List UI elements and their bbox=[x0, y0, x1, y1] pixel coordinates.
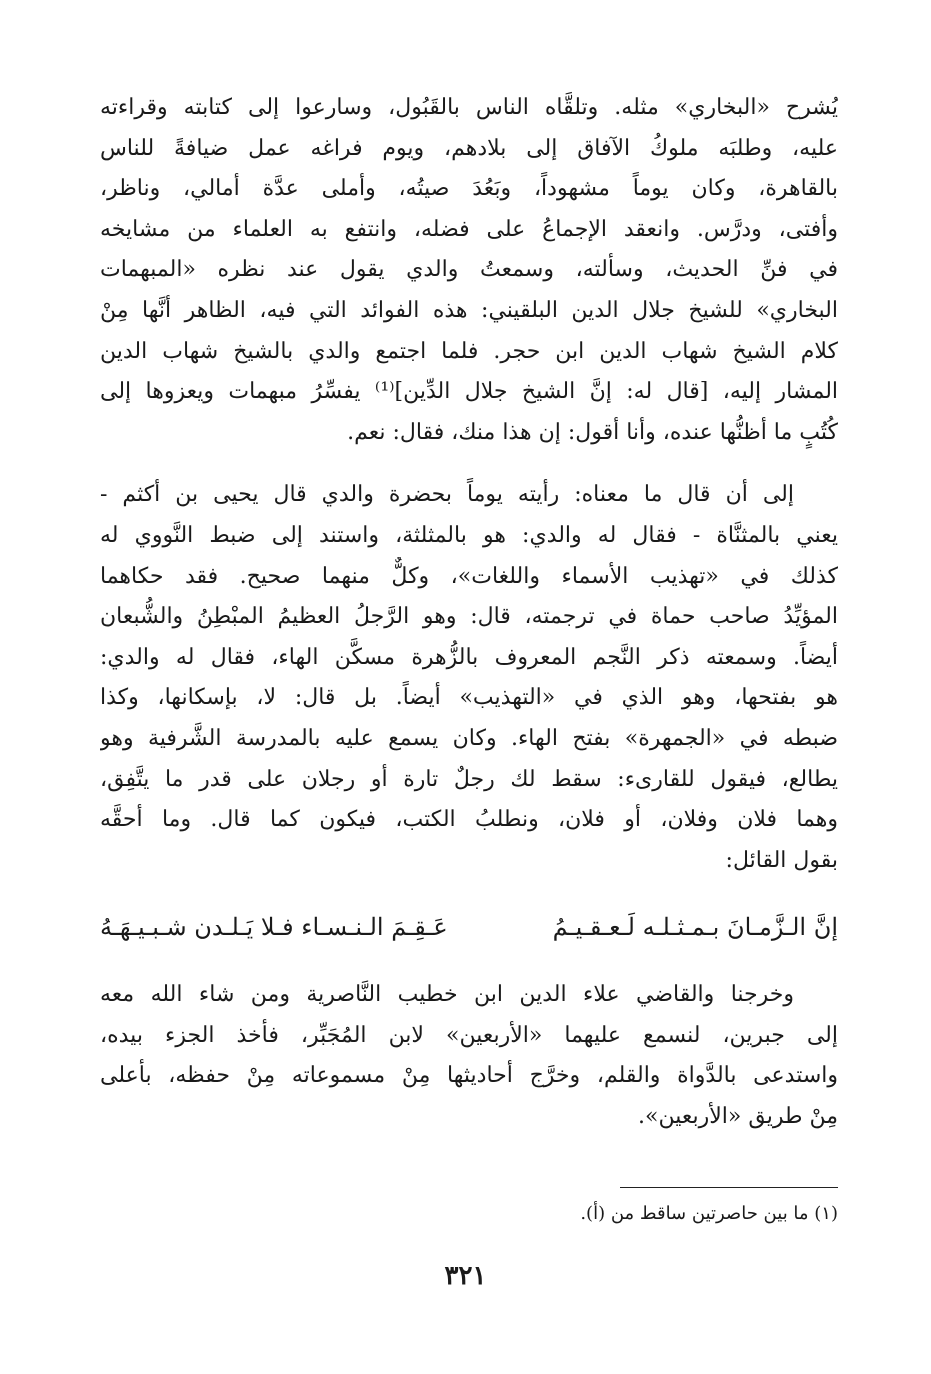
paragraph-line: يُشرح «البخاري» مثله. وتلقَّاه الناس بالقَبُول، وسارعوا إلى كتابته وقراءته bbox=[100, 95, 838, 120]
paragraph-line: هو بفتحها، وهو الذي في «التهذيب» أيضاً. بل قال: لا، بإسكانها، وكذا bbox=[100, 685, 838, 711]
paragraph-line: كُتُبٍ ما أظنُّها عنده، وأنا أقول: إن هذا منك، فقال: نعم. bbox=[347, 419, 838, 445]
paragraph-1 bbox=[100, 88, 838, 453]
paragraph-line: مِنْ طريق «الأربعين». bbox=[638, 1104, 838, 1130]
paragraph-line: عليه، وطلبَه ملوكُ الآفاق إلى بلادهم، ويوم فراغه عمل ضيافةً للناس bbox=[100, 135, 838, 161]
page-number: ٣٢١ bbox=[444, 1261, 487, 1291]
paragraph-line: يطالع، فيقول للقارىء: سقط لك رجلٌ تارة أو رجلان على قدر ما يتَّفِق، bbox=[100, 766, 838, 792]
paragraph-line: إلى جبرين، لنسمع عليهما «الأربعين» لابن المُجَبِّر، فأخذ الجزء بيده، bbox=[100, 1022, 838, 1048]
paragraph-line: كلام الشيخ شهاب الدين ابن حجر. فلما اجتمع والدي بالشيخ شهاب الدين bbox=[100, 338, 838, 364]
paragraph-line: يعني بالمثنَّاة - فقال له والدي: هو بالمثلثة، واستند إلى ضبط النَّووي له bbox=[100, 522, 838, 548]
paragraph-line: في فنِّ الحديث، وسألته، وسمعتُ والدي يقول عند نظره «المبهمات bbox=[100, 257, 838, 283]
footnote-divider bbox=[620, 1187, 838, 1188]
paragraph-line: واستدعى بالدَّواة والقلم، وخرَّج أحاديثها مِنْ مسموعاته مِنْ حفظه، بأعلى bbox=[100, 1063, 838, 1089]
paragraph-line: وهما فلان وفلان، أو فلان، ونطلبُ الكتب، فيكون كما قال. وما أحقَّه bbox=[100, 807, 838, 833]
paragraph-line: البخاري» للشيخ جلال الدين البلقيني: هذه الفوائد التي فيه، الظاهر أنَّها مِنْ bbox=[100, 297, 838, 323]
paragraph-line: المشار إليه، [قال له: إنَّ الشيخ جلال الدِّين]⁽¹⁾ يفسِّرُ مبهمات ويعزوها إلى bbox=[100, 379, 838, 405]
verse-first-hemistich: إنَّ الـزَّمـانَ بـمـثـلـه لَـعـقـيـمُ bbox=[552, 913, 838, 942]
paragraph-line: أيضاً. وسمعته ذكر النَّجم المعروف بالزُّهرة مسكَّن الهاء، فقال له والدي: bbox=[100, 644, 838, 670]
paragraph-2 bbox=[100, 475, 838, 881]
footnote: (١) ما بين حاصرتين ساقط من (أ). bbox=[580, 1203, 838, 1224]
paragraph-line: وأفتى، ودرَّس. وانعقد الإجماعُ على فضله، وانتفع به العلماء من مشايخه bbox=[100, 216, 838, 242]
paragraph-line: وخرجنا والقاضي علاء الدين ابن خطيب النَّاصرية ومن شاء الله معه bbox=[100, 982, 794, 1008]
page-body bbox=[100, 88, 838, 1138]
verse-second-hemistich: عَـقِـمَ الـنـسـاء فـلا يَـلـدن شـبـيـهَـهُ bbox=[100, 913, 448, 942]
paragraph-line: إلى أن قال ما معناه: رأيته يوماً بحضرة والدي قال يحيى بن أكثم - bbox=[100, 482, 794, 508]
paragraph-line: بالقاهرة، وكان يوماً مشهوداً، وبَعُدَ صيتُه، وأملى عدَّة أمالي، وناظر، bbox=[100, 176, 838, 202]
paragraph-line: كذلك في «تهذيب الأسماء واللغات»، وكلٌّ منهما صحيح. فقد حكاهما bbox=[100, 563, 838, 589]
paragraph-line: بقول القائل: bbox=[725, 847, 838, 873]
paragraph-line: ضبطه في «الجمهرة» بفتح الهاء. وكان يسمع عليه بالمدرسة الشَّرفية وهو bbox=[100, 725, 838, 751]
paragraph-line: المؤيِّدُ صاحب حماة في ترجمته، قال: وهو الرَّجلُ العظيمُ المبْطِنُ والشُّبعان bbox=[100, 604, 838, 630]
poetry-verse bbox=[100, 907, 838, 947]
paragraph-3 bbox=[100, 975, 838, 1137]
